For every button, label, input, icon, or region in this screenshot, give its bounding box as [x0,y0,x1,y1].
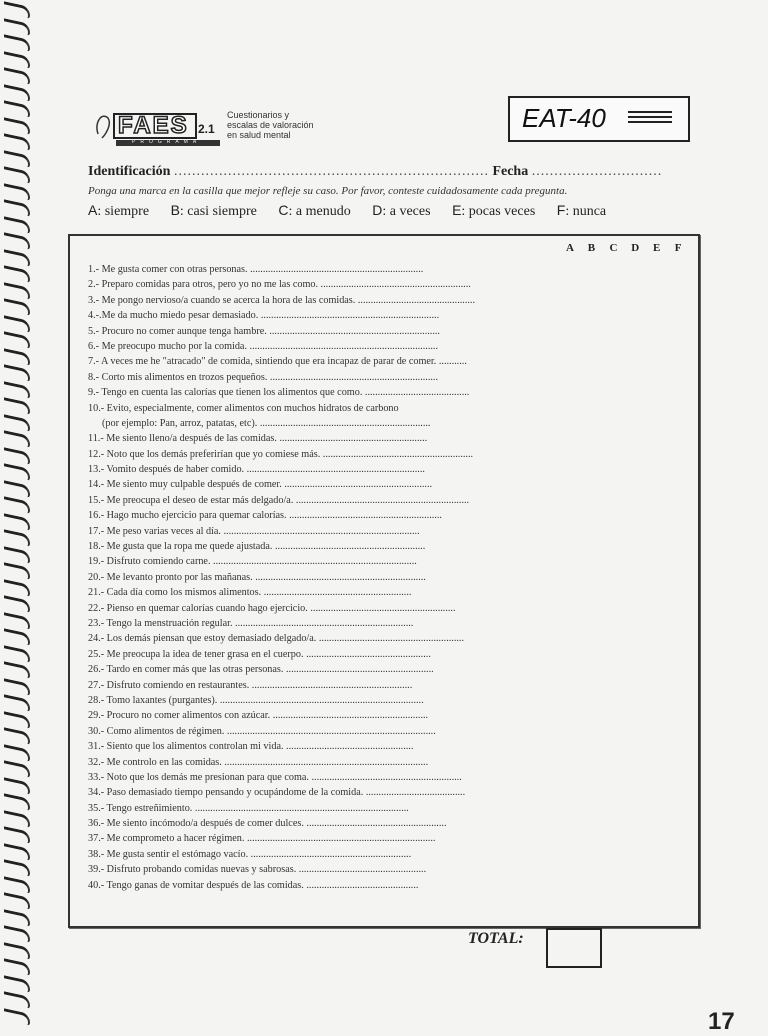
question-item: 23.- Tengo la menstruación regular. ...................................................................... [88,617,414,629]
binding-coil [4,430,30,448]
binding-coil [4,199,30,217]
binding-coil [4,876,30,894]
binding-coil [4,793,30,811]
binding-coil [4,612,30,630]
question-item: 21.- Cada día como los mismos alimentos. .......................................................... [88,587,412,599]
binding-coil [4,909,30,927]
binding-coil [4,18,30,36]
scale-b: B: casi siempre [170,202,257,219]
binding-coil [4,166,30,184]
decorative-lines [628,111,672,126]
question-item: 37.- Me comprometo a hacer régimen. .......................................................................... [88,833,436,845]
scale-e: E: pocas veces [452,202,536,219]
total-input-box[interactable] [546,928,602,968]
question-item: 2.- Preparo comidas para otros, pero yo no me las como. ........................................................... [88,279,471,291]
logo-subtitle: Cuestionarios y escalas de valoración en salud mental [227,110,314,140]
scale-f: F: nunca [556,202,607,219]
question-item: 31.- Siento que los alimentos controlan mi vida. .................................................. [88,741,414,753]
binding-coil [4,150,30,168]
binding-coil [4,67,30,85]
question-item: 28.- Tomo laxantes (purgantes). ................................................................................ [88,694,424,706]
question-item: 35.- Tengo estreñimiento. .................................................................................... [88,802,409,814]
binding-coil [4,232,30,250]
question-item: 14.- Me siento muy culpable después de comer. .......................................................... [88,479,433,491]
column-headers [566,242,694,254]
binding-coil [4,744,30,762]
binding-coil [4,348,30,366]
question-item: 36.- Me siento incómodo/a después de comer dulces. ....................................................... [88,818,447,830]
binding-coil [4,925,30,943]
binding-coil [4,381,30,399]
binding-coil [4,480,30,498]
question-item: 16.- Hago mucho ejercicio para quemar calorías. ............................................................ [88,510,442,522]
binding-coil [4,249,30,267]
identificacion-field[interactable]: ...................................................................... [173,164,489,179]
binding-coil [4,645,30,663]
binding-coil [4,777,30,795]
question-item: 19.- Disfruto comiendo carne. ................................................................................ [88,556,417,568]
binding-coil [4,463,30,481]
question-item: 38.- Me gusta sentir el estómago vacío. ............................................................... [88,848,412,860]
binding-coil [4,1008,30,1026]
question-item: 1.- Me gusta comer con otras personas. .................................................................... [88,264,424,275]
binding-coil [4,133,30,151]
binding-coil [4,826,30,844]
fecha-field[interactable]: ............................. [531,164,663,179]
logo-version: 2.1 [198,122,215,136]
question-item: 13.- Vomito después de haber comido. ...................................................................... [88,464,425,476]
question-item: 29.- Procuro no comer alimentos con azúcar. ............................................................. [88,710,429,722]
question-item: 30.- Como alimentos de régimen. .................................................................................. [88,725,436,737]
column-d: D [631,242,640,254]
binding-coil [4,711,30,729]
question-item: 24.- Los demás piensan que estoy demasiado delgado/a. ......................................................... [88,633,465,645]
binding-coil [4,661,30,679]
question-item: 6.- Me preocupo mucho por la comida. .......................................................................... [88,340,439,352]
column-e: E [653,242,661,254]
binding-coil [4,958,30,976]
question-item: 22.- Pienso en quemar calorías cuando hago ejercicio. ......................................................... [88,602,456,614]
binding-coil [4,810,30,828]
question-item: 17.- Me peso varias veces al día. ............................................................................. [88,525,420,537]
column-f: F [674,242,682,254]
question-item: (por ejemplo: Pan, arroz, patatas, etc). ................................................................... [102,417,431,429]
binding-coil [4,1,30,19]
scale-d: D: a veces [372,202,431,219]
binding-coil [4,529,30,547]
binding-coil [4,447,30,465]
binding-coil [4,991,30,1009]
column-a: A [566,242,574,254]
binding-coil [4,315,30,333]
question-item: 11.- Me siento lleno/a después de las comidas. .......................................................... [88,433,428,445]
scale-a: A: siempre [88,202,150,219]
binding-coil [4,51,30,69]
total-label: TOTAL: [468,930,524,947]
binding-coil [4,562,30,580]
fecha-label: Fecha [492,164,529,179]
binding-coil [4,727,30,745]
question-item: 12.- Noto que los demás preferirían que yo comiese más. ........................................................... [88,448,474,460]
question-list [88,262,558,893]
binding-coil [4,397,30,415]
question-item: 20.- Me levanto pronto por las mañanas. ................................................................... [88,571,426,583]
question-item: 27.- Disfruto comiendo en restaurantes. ............................................................... [88,679,413,691]
binding-coil [4,513,30,531]
binding-coil [4,414,30,432]
test-code: EAT-40 [522,103,606,133]
question-item: 9.- Tengo en cuenta las calorías que tienen los alimentos que como. ......................................... [88,387,470,399]
binding-coil [4,183,30,201]
question-item: 5.- Procuro no comer aunque tenga hambre. ................................................................... [88,325,440,337]
binding-coil [4,546,30,564]
binding-coil [4,265,30,283]
binding-coil [4,117,30,135]
column-c: C [609,242,618,254]
response-scale [88,202,624,220]
question-item: 10.- Evito, especialmente, comer alimentos con muchos hidratos de carbono [88,402,399,414]
question-item: 3.- Me pongo nervioso/a cuando se acerca la hora de las comidas. .............................................. [88,294,476,306]
binding-coil [4,496,30,514]
binding-coil [4,216,30,234]
binding-coil [4,84,30,102]
column-b: B [587,242,596,254]
binding-coil [4,331,30,349]
question-item: 33.- Noto que los demás me presionan para que coma. ........................................................... [88,771,462,783]
question-item: 40.- Tengo ganas de vomitar después de las comidas. ............................................ [88,879,419,891]
instructions: Ponga una marca en la casilla que mejor refleje su caso. Por favor, conteste cuidadosamente cada pregunta. [88,185,568,197]
faes-logo [92,104,332,154]
binding-coil [4,595,30,613]
test-code-box [508,96,690,142]
binding-coil [4,628,30,646]
binding-coil [4,678,30,696]
binding-coil [4,859,30,877]
binding-coil [4,760,30,778]
question-item: 15.- Me preocupa el deseo de estar más delgado/a. .................................................................... [88,494,470,506]
logo-program: PROGRAMA [132,139,202,145]
question-item: 26.- Tardo en comer más que las otras personas. .......................................................... [88,664,434,676]
question-item: 18.- Me gusta que la ropa me quede ajustada. ........................................................... [88,541,426,553]
identification-row [88,164,663,180]
logo-wordmark: FAES [118,112,189,139]
question-item: 7.- A veces me he "atracado" de comida, sintiendo que era incapaz de parar de comer. ........... [88,356,467,368]
binding-coil [4,298,30,316]
question-item: 39.- Disfruto probando comidas nuevas y sabrosas. .................................................. [88,864,427,876]
binding-coil [4,975,30,993]
binding-coil [4,100,30,118]
page-number: 17 [708,1008,735,1035]
questionnaire-frame [68,234,700,928]
binding-coil [4,942,30,960]
binding-coil [4,34,30,52]
scale-c: C: a menudo [278,202,351,219]
binding-coil [4,282,30,300]
binding-coil [4,579,30,597]
binding-coil [4,843,30,861]
binding-coil [4,694,30,712]
question-item: 34.- Paso demasiado tiempo pensando y ocupándome de la comida. ....................................... [88,787,466,799]
question-item: 4.-.Me da mucho miedo pesar demasiado. ...................................................................... [88,310,440,322]
binding-coil [4,364,30,382]
identificacion-label: Identificación [88,164,171,179]
question-item: 32.- Me controlo en las comidas. ................................................................................ [88,756,429,768]
binding-coil [4,892,30,910]
question-item: 25.- Me preocupa la idea de tener grasa en el cuerpo. ................................................. [88,648,431,660]
spiral-binding [0,0,34,1024]
question-item: 8.- Corto mis alimentos en trozos pequeños. .................................................................. [88,371,439,383]
